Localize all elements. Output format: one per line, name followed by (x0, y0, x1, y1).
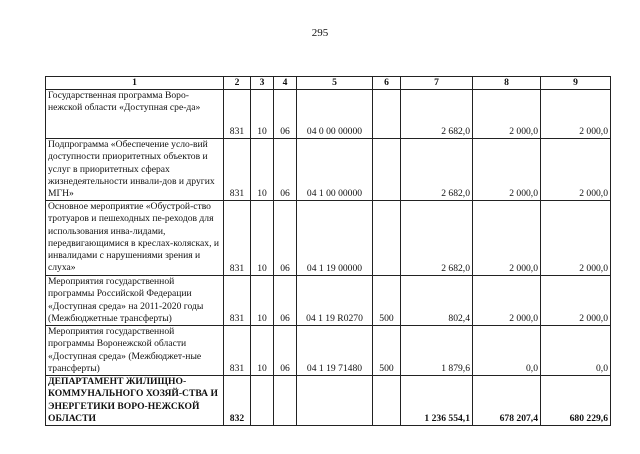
cell-ministry: 832 (224, 376, 251, 426)
cell-expense-type (373, 139, 401, 201)
row-name: Мероприятия государственной программы Воронежской области «Доступная среда» (Межбюджет-ные трансферты) (46, 326, 224, 376)
cell-ministry: 831 (224, 276, 251, 326)
table-row (46, 201, 611, 276)
cell-amount-3: 0,0 (541, 326, 611, 376)
cell-subsection: 06 (274, 201, 297, 276)
table-row (46, 276, 611, 326)
cell-section: 10 (251, 326, 274, 376)
col-header-9: 9 (541, 77, 611, 90)
cell-amount-1: 802,4 (401, 276, 473, 326)
table-row (46, 90, 611, 139)
cell-ministry: 831 (224, 90, 251, 139)
cell-subsection (274, 376, 297, 426)
cell-amount-2: 2 000,0 (473, 201, 541, 276)
table-row (46, 376, 611, 426)
col-header-6: 6 (373, 77, 401, 90)
cell-ministry: 831 (224, 139, 251, 201)
cell-amount-1: 2 682,0 (401, 139, 473, 201)
cell-expense-type (373, 201, 401, 276)
col-header-1: 1 (46, 77, 224, 90)
cell-expense-type (373, 90, 401, 139)
cell-amount-1: 1 879,6 (401, 326, 473, 376)
cell-section (251, 376, 274, 426)
cell-amount-1: 2 682,0 (401, 201, 473, 276)
row-name: Государственная программа Воро-нежской области «Доступная сре-да» (46, 90, 224, 139)
col-header-3: 3 (251, 77, 274, 90)
row-name: Подпрограмма «Обеспечение усло-вий доступности приоритетных объектов и услуг в приоритетных сферах жизнедеятельности инвали-дов и других МГН» (46, 139, 224, 201)
cell-target-article: 04 0 00 00000 (297, 90, 373, 139)
page-number: 295 (311, 27, 329, 39)
cell-ministry: 831 (224, 201, 251, 276)
row-name: ДЕПАРТАМЕНТ ЖИЛИЩНО-КОММУНАЛЬНОГО ХОЗЯЙ-СТВА И ЭНЕРГЕТИКИ ВОРО-НЕЖСКОЙ ОБЛАСТИ (46, 376, 224, 426)
cell-amount-2: 2 000,0 (473, 139, 541, 201)
cell-amount-2: 678 207,4 (473, 376, 541, 426)
cell-subsection: 06 (274, 90, 297, 139)
cell-expense-type: 500 (373, 326, 401, 376)
col-header-7: 7 (401, 77, 473, 90)
cell-section: 10 (251, 201, 274, 276)
row-name: Основное мероприятие «Обустрой-ство тротуаров и пешеходных пе-реходов для использования инва-лидами, передвигающимися в креслах-колясках, и инвалидами с нарушениями зрения и слуха» (46, 201, 224, 276)
col-header-4: 4 (274, 77, 297, 90)
cell-amount-2: 2 000,0 (473, 276, 541, 326)
cell-section: 10 (251, 90, 274, 139)
row-name: Мероприятия государственной программы Российской Федерации «Доступная среда» на 2011-2020 годы (Межбюджетные трансферты) (46, 276, 224, 326)
cell-amount-3: 2 000,0 (541, 201, 611, 276)
cell-section: 10 (251, 276, 274, 326)
cell-subsection: 06 (274, 139, 297, 201)
col-header-5: 5 (297, 77, 373, 90)
cell-target-article: 04 1 19 71480 (297, 326, 373, 376)
table-row (46, 139, 611, 201)
cell-amount-2: 2 000,0 (473, 90, 541, 139)
cell-section: 10 (251, 139, 274, 201)
cell-target-article: 04 1 19 00000 (297, 201, 373, 276)
cell-amount-1: 2 682,0 (401, 90, 473, 139)
cell-amount-3: 2 000,0 (541, 139, 611, 201)
budget-table (45, 76, 611, 426)
cell-amount-3: 2 000,0 (541, 90, 611, 139)
cell-expense-type: 500 (373, 276, 401, 326)
col-header-8: 8 (473, 77, 541, 90)
header-row (46, 77, 611, 90)
cell-target-article: 04 1 00 00000 (297, 139, 373, 201)
cell-amount-3: 680 229,6 (541, 376, 611, 426)
cell-amount-3: 2 000,0 (541, 276, 611, 326)
cell-subsection: 06 (274, 326, 297, 376)
cell-expense-type (373, 376, 401, 426)
col-header-2: 2 (224, 77, 251, 90)
cell-amount-2: 0,0 (473, 326, 541, 376)
table-row (46, 326, 611, 376)
cell-ministry: 831 (224, 326, 251, 376)
cell-amount-1: 1 236 554,1 (401, 376, 473, 426)
cell-target-article: 04 1 19 R0270 (297, 276, 373, 326)
cell-subsection: 06 (274, 276, 297, 326)
cell-target-article (297, 376, 373, 426)
